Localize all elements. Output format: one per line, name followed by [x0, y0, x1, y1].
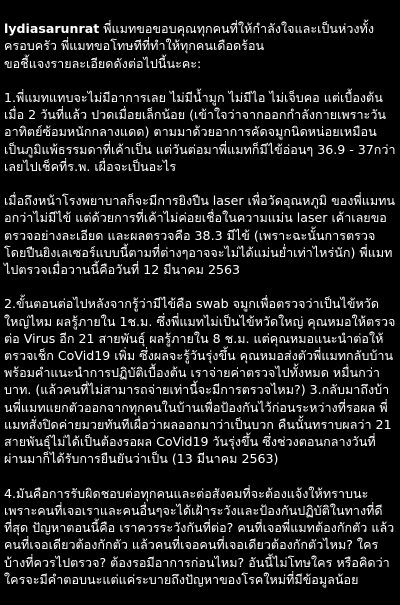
caption-paragraph-2: เมื่อถึงหน้าโรงพยาบาลก็จะมีการยิงปืน laser เพื่อวัดอุณหภูมิ ของพี่แมทนอกว่าไม่มีไข้ แต่ด้วยการที่เค้าไม่ค่อยเชื่อในความแม่น laser เค้าเลยขอตรวจอย่างละเอียด และผลตรวจคือ 38.3 มีไข้ (เพราะฉะนั้นการตรวจโดยปืนยิงเลเซอร์แบบนี้ตามที่ต่างๆอาจจะไม่ได้แม่นย่ำเท่าไหร่นัก) พี่แมทไปตรวจเมื่อวานนี้คือวันที่ 12 มีนาคม 2563	[4, 193, 396, 278]
intro-text: พี่แมทขอขอบคุณทุกคนที่ให้กำลังใจและเป็นห่วงทั้งครอบครัว พี่แมทขอโทษทีที่ทำให้ทุกคนเดือดร้อน ขอชี้แจงรายละเอียดดังต่อไปนี้นะคะ:	[4, 21, 374, 71]
caption-intro	[4, 20, 396, 72]
username-link[interactable]: lydiasarunrat	[4, 21, 100, 37]
caption-paragraph-1: 1.พี่แมทแทบจะไม่มีอาการเลย ไม่มีน้ำมูก ไม่มีไอ ไม่เจ็บคอ แต่เบื้องต้นเมื่อ 2 วันที่แล้ว ปวดเมื่อยเล็กน้อย (เข้าใจว่าจากออกกำลังกายเพราะวันอาทิตย์ซ้อมหนักกลางแดด) ตามมาด้วยอาการคัดจมูกนิดหน่อยเหมือนเป็นภูมิแพ้ธรรมดาที่เค้าเป็น แต่วันต่อมาพี่แมทก็มีไข้อ่อนๆ 36.9 - 37กว่า เลยไปเช็คที่ร.พ. เผื่อจะเป็นอะไร	[4, 90, 396, 174]
caption-paragraph-3: 2.ขั้นตอนต่อไปหลังจากรู้ว่ามีไข้คือ swab จมูกเพื่อตรวจว่าเป็นไข้หวัดใหญ่ไหม ผลรู้ภายใน 1ช.ม. ซึ่งพี่แมทไม่เป็นไข้หวัดใหญ่ คุณหมอให้ตรวจต่อ Virus อีก 21 สายพันธุ์ ผลรู้ภายใน 8 ช.ม. แต่คุณหมอแนะนำต่อให้ตรวจเช็ก CoVid19 เพิ่ม ซึ่งผลจะรู้วันรุ่งขึ้น คุณหมอส่งตัวพี่แมทกลับบ้านพร้อมคำแนะนำการปฏิบัติเบื้องต้น เราจ่ายค่าตรวจไปทั้งหมด หมื่นกว่าบาท. (แล้วคนที่ไม่สามารถจ่ายเท่านี้จะมีการตรวจไหม?) 3.กลับมาถึงบ้านพี่แมทแยกตัวออกจากทุกคนในบ้านเพื่อป้องกันไว้ก่อนระหว่างที่รอผล พี่แมทสั่งปิดค่ายมวยทันทีเผื่อว่าผลออกมาว่าเป็นบวก คืนนั้นทราบผลว่า 21 สายพันธุ์ไม่ได้เป็นต้องรอผล CoVid19 วันรุ่งขึ้น ซึ่งช่วงตอนกลางวันที่ผ่านมาก็ได้รับการยืนยันว่าเป็น (13 มีนาคม 2563)	[4, 296, 396, 467]
post-caption	[4, 3, 396, 605]
caption-paragraph-4: 4.มันคือการรับผิดชอบต่อทุกคนและต่อสังคมที่จะต้องแจ้งให้ทราบนะเพราะคนที่เจอเราและคนอื่นๆจะได้เฝ้าระวังและป้องกันปฏิบัติในทางที่ดีที่สุด ปัญหาตอนนี้คือ เราควรระวังกันที่ต่อ? คนที่เจอพี่แมทต้องกักตัว แล้วคนที่เจอเดียวต้องกักตัว แล้วคนที่เจอคนที่เจอเดียวต้องกักตัวไหม? ใครบ้างที่ควรไปตรวจ? ต้องรอมีอาการก่อนไหม? อันนี้ไม่โทษใคร หรือคิดว่าใครจะมีคำตอบนะแต่แค่ระบายถึงปัญหาของโรคใหม่ที่มีข้อมูลน้อย	[4, 485, 395, 587]
